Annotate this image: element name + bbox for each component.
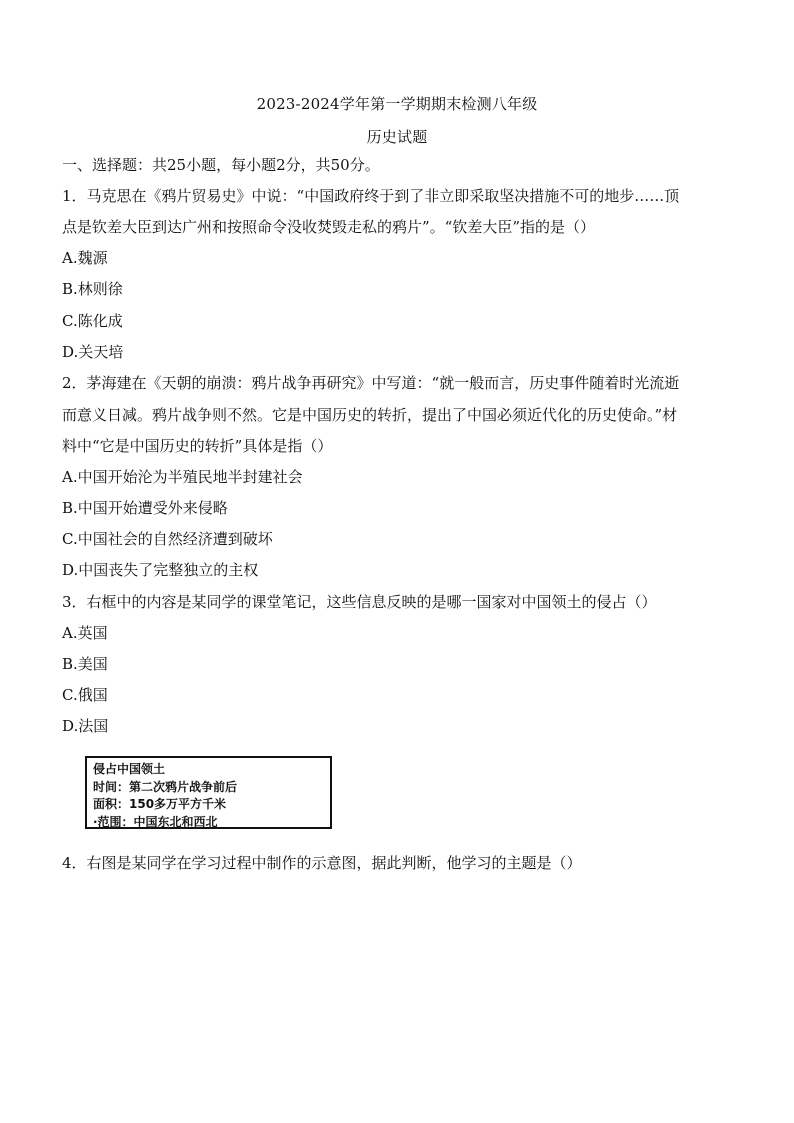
question-2-line-1: 2．茅海建在《天朝的崩溃：鸦片战争再研究》中写道：“就一般而言，历史事件随着时光流逝 <box>62 374 680 392</box>
notes-row-time: 时间：第二次鸦片战争前后 <box>93 779 238 794</box>
section-heading: 一、选择题：共25小题，每小题2分，共50分。 <box>62 156 380 174</box>
question-3-option-a: A.英国 <box>62 624 108 642</box>
question-3-line-1: 3．右框中的内容是某同学的课堂笔记，这些信息反映的是哪一国家对中国领土的侵占（） <box>62 593 657 611</box>
question-3-option-d: D.法国 <box>62 717 109 735</box>
notes-row-title: 侵占中国领土 <box>93 762 166 776</box>
exam-subtitle: 历史试题 <box>366 128 428 146</box>
question-2-option-c: C.中国社会的自然经济遭到破坏 <box>62 530 273 548</box>
exam-title: 2023-2024学年第一学期期末检测八年级 <box>256 95 538 113</box>
question-2-option-a: A.中国开始沦为半殖民地半封建社会 <box>62 468 303 486</box>
class-notes-box <box>85 756 332 829</box>
notes-row-area: 面积：150多万平方千米 <box>93 797 227 811</box>
question-1-option-b: B.林则徐 <box>62 280 123 298</box>
question-2-option-d: D.中国丧失了完整独立的主权 <box>62 561 259 579</box>
question-2-line-3: 料中“它是中国历史的转折”具体是指（） <box>62 437 333 455</box>
question-1-option-d: D.关天培 <box>62 343 124 361</box>
question-4-line-1: 4．右图是某同学在学习过程中制作的示意图，据此判断，他学习的主题是（） <box>62 854 582 872</box>
notes-row-range: ·范围：中国东北和西北 <box>93 814 218 829</box>
question-1-option-a: A.魏源 <box>62 249 108 267</box>
question-2-option-b: B.中国开始遭受外来侵略 <box>62 499 228 517</box>
question-1-line-1: 1．马克思在《鸦片贸易史》中说：“中国政府终于到了非立即采取坚决措施不可的地步……顶 <box>62 187 680 205</box>
question-1-line-2: 点是钦差大臣到达广州和按照命令没收焚毁走私的鸦片”。“钦差大臣”指的是（） <box>62 218 596 236</box>
question-3-option-b: B.美国 <box>62 655 108 673</box>
question-1-option-c: C.陈化成 <box>62 312 123 330</box>
question-2-line-2: 而意义日减。鸦片战争则不然。它是中国历史的转折，提出了中国必须近代化的历史使命。”材 <box>62 406 678 424</box>
question-3-option-c: C.俄国 <box>62 686 108 704</box>
